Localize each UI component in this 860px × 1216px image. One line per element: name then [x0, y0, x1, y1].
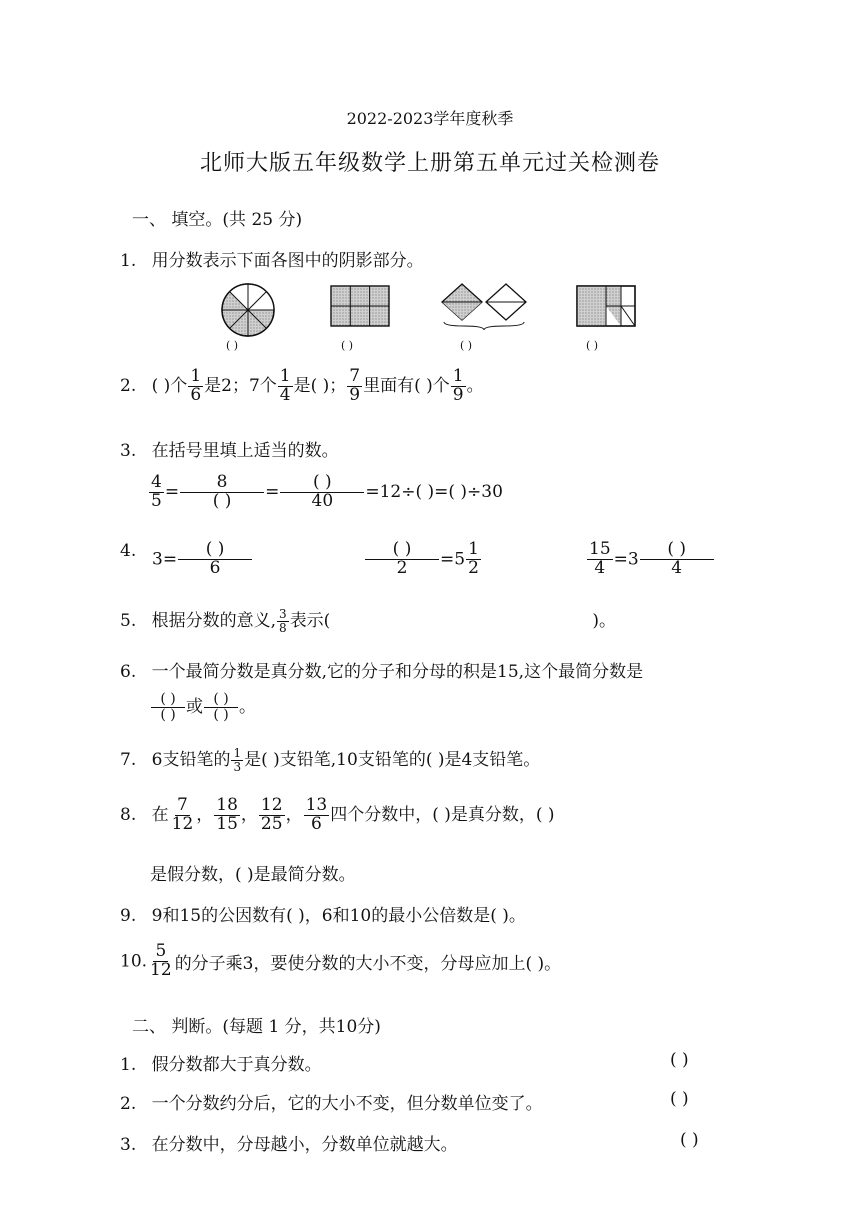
fraction-blank[interactable]: [204, 692, 238, 722]
question-3: [120, 436, 339, 461]
figure-answer-blank[interactable]: ( ): [586, 339, 599, 352]
numerator-blank[interactable]: ( ): [280, 474, 364, 493]
separator: ，: [285, 804, 303, 825]
denominator: 8: [279, 621, 287, 635]
fraction: [170, 797, 196, 834]
fraction: [278, 368, 293, 405]
question-number: 6.: [120, 662, 137, 682]
denominator: 4: [594, 557, 606, 578]
equation-chain: [148, 474, 503, 511]
question-number: 3.: [120, 1135, 137, 1155]
fraction-blank[interactable]: [180, 474, 264, 511]
fraction-blank[interactable]: [640, 541, 714, 578]
denominator: 25: [260, 813, 283, 834]
question-text[interactable]: 四个分数中，( )是真分数，( ): [330, 804, 555, 825]
fraction-blank[interactable]: [280, 474, 364, 511]
fraction: [149, 474, 164, 511]
denominator: 4: [279, 384, 291, 405]
numerator: 1: [452, 366, 464, 386]
denominator: 6: [190, 384, 202, 405]
q4-part-c: [586, 541, 715, 578]
question-text[interactable]: 是( )支铅笔,10支铅笔的( )是4支铅笔。: [244, 750, 541, 770]
numerator: 12: [260, 795, 283, 815]
exam-year: 2022-2023学年度秋季: [346, 109, 514, 128]
numerator: 1: [468, 539, 479, 559]
question-text[interactable]: 的分子乘3，要使分数的大小不变，分母应加上( )。: [174, 953, 562, 974]
question-6: [120, 657, 643, 682]
separator: ，: [196, 804, 214, 825]
numerator: 15: [589, 539, 611, 559]
fraction: [304, 797, 330, 834]
question-text: 在括号里填上适当的数。: [151, 441, 339, 461]
denominator-blank[interactable]: ( ): [212, 490, 232, 511]
numerator-blank[interactable]: ( ): [365, 541, 439, 560]
denominator: 6: [209, 557, 221, 578]
question-text[interactable]: 里面有( )个: [363, 375, 450, 396]
numerator: 8: [180, 474, 264, 493]
question-text: 是2；7个: [204, 375, 277, 396]
question-number: 9.: [120, 906, 137, 926]
fraction: [347, 368, 362, 405]
question-number: 8.: [120, 804, 137, 825]
figure-circle-eighths: [220, 282, 276, 338]
question-number: 1.: [120, 251, 137, 271]
denominator: 4: [671, 557, 683, 578]
numerator-blank[interactable]: ( ): [178, 541, 252, 560]
separator: ，: [240, 804, 258, 825]
section2-heading: 二、 判断。(每题 1 分，共10分): [132, 1017, 381, 1037]
denominator-blank[interactable]: ( ): [160, 707, 176, 723]
denominator: 9: [452, 384, 464, 405]
fraction: [466, 541, 481, 578]
question-text: 假分数都大于真分数。: [151, 1055, 322, 1075]
question-number: 2.: [120, 375, 137, 396]
fraction-blank[interactable]: [151, 692, 185, 722]
question-text[interactable]: 9和15的公因数有( )，6和10的最小公倍数是( )。: [151, 906, 526, 926]
question-number: 5.: [120, 611, 137, 631]
judge-answer-blank[interactable]: ( ): [670, 1089, 689, 1109]
numerator: 1: [279, 366, 291, 386]
question-text: 用分数表示下面各图中的阴影部分。: [151, 251, 424, 271]
question-number: 1.: [120, 1055, 137, 1075]
numerator: 5: [155, 941, 167, 961]
question-5: [120, 606, 616, 635]
figure-answer-blank[interactable]: ( ): [341, 339, 354, 352]
question-text[interactable]: 表示(: [289, 611, 331, 631]
numerator: 1: [190, 366, 202, 386]
q4-part-b: [364, 541, 482, 578]
q6-answer: [150, 692, 256, 723]
judge-item-1: [120, 1050, 322, 1075]
question-text: =3: [613, 549, 639, 570]
denominator: 2: [468, 557, 479, 578]
question-4: [120, 541, 136, 561]
denominator: 6: [310, 813, 322, 834]
question-number: 2.: [120, 1094, 137, 1114]
denominator: 15: [216, 813, 238, 834]
question-2: [120, 368, 484, 405]
equation-tail[interactable]: =12÷( )=( )÷30: [365, 481, 503, 502]
section1-heading: 一、 填空。(共 25 分): [132, 210, 303, 230]
fraction: [214, 797, 240, 834]
numerator-blank[interactable]: ( ): [204, 692, 238, 708]
denominator-blank[interactable]: ( ): [213, 707, 229, 723]
figure-rectangle-sixths: [330, 285, 390, 327]
denominator: 9: [349, 384, 361, 405]
fraction: [259, 797, 285, 834]
fraction: [587, 541, 613, 578]
q4-part-a: [152, 541, 253, 578]
denominator: 3: [233, 760, 242, 774]
numerator-blank[interactable]: ( ): [151, 692, 185, 708]
question-text: 。: [239, 697, 256, 717]
question-1: [120, 246, 424, 271]
denominator: 12: [150, 959, 172, 980]
question-text: 在分数中，分母越小，分数单位就越大。: [151, 1135, 458, 1155]
question-text: 或: [186, 697, 203, 717]
equals-sign: =: [265, 481, 280, 502]
numerator: 13: [305, 795, 328, 815]
numerator: 7: [177, 795, 188, 815]
denominator: 2: [396, 557, 408, 578]
question-text: 根据分数的意义,: [151, 611, 277, 631]
denominator: 12: [171, 813, 194, 834]
question-number: 4.: [120, 541, 137, 561]
question-text[interactable]: 是( )；: [293, 375, 347, 396]
numerator: 3: [279, 607, 287, 622]
question-text: 一个最简分数是真分数,它的分子和分母的积是15,这个最简分数是: [151, 662, 644, 682]
numerator: 4: [151, 472, 162, 492]
question-number: 10.: [120, 951, 148, 972]
fraction: [188, 368, 203, 405]
fraction: [277, 608, 289, 634]
question-text: 3=: [152, 549, 178, 570]
numerator: 7: [349, 366, 361, 386]
question-text: 6支铅笔的: [151, 750, 231, 770]
judge-answer-blank[interactable]: ( ): [680, 1130, 699, 1150]
figure-answer-blank[interactable]: ( ): [460, 339, 473, 352]
question-text: 一个分数约分后，它的大小不变，但分数单位变了。: [151, 1094, 543, 1114]
fraction-blank[interactable]: [365, 541, 439, 578]
question-9: [120, 901, 526, 926]
question-8-line2[interactable]: 是假分数，( )是最简分数。: [150, 865, 356, 885]
judge-item-2: [120, 1089, 543, 1114]
numerator: 18: [216, 795, 238, 815]
question-text: 。: [466, 375, 484, 396]
judge-item-3: [120, 1130, 458, 1155]
question-10: [120, 943, 561, 980]
fraction: [148, 943, 174, 980]
fraction: [231, 747, 243, 773]
numerator: 1: [233, 746, 242, 761]
question-7: [120, 745, 540, 774]
figure-two-diamonds: [440, 282, 530, 332]
question-text[interactable]: ( )个: [151, 375, 188, 396]
fraction-blank[interactable]: [178, 541, 252, 578]
denominator: 40: [311, 490, 334, 511]
question-number: 7.: [120, 750, 137, 770]
question-text: )。: [592, 611, 616, 631]
fraction: [451, 368, 466, 405]
equals-sign: =: [164, 481, 180, 502]
judge-answer-blank[interactable]: ( ): [670, 1050, 689, 1070]
exam-title: 北师大版五年级数学上册第五单元过关检测卷: [199, 151, 660, 176]
question-number: 3.: [120, 441, 137, 461]
denominator: 5: [151, 490, 162, 511]
question-text: =5: [440, 549, 466, 570]
figure-answer-blank[interactable]: ( ): [226, 339, 239, 352]
question-8: [120, 797, 555, 834]
question-text: 在: [151, 804, 169, 825]
numerator-blank[interactable]: ( ): [640, 541, 714, 560]
figure-rectangle-partial: [576, 285, 636, 327]
